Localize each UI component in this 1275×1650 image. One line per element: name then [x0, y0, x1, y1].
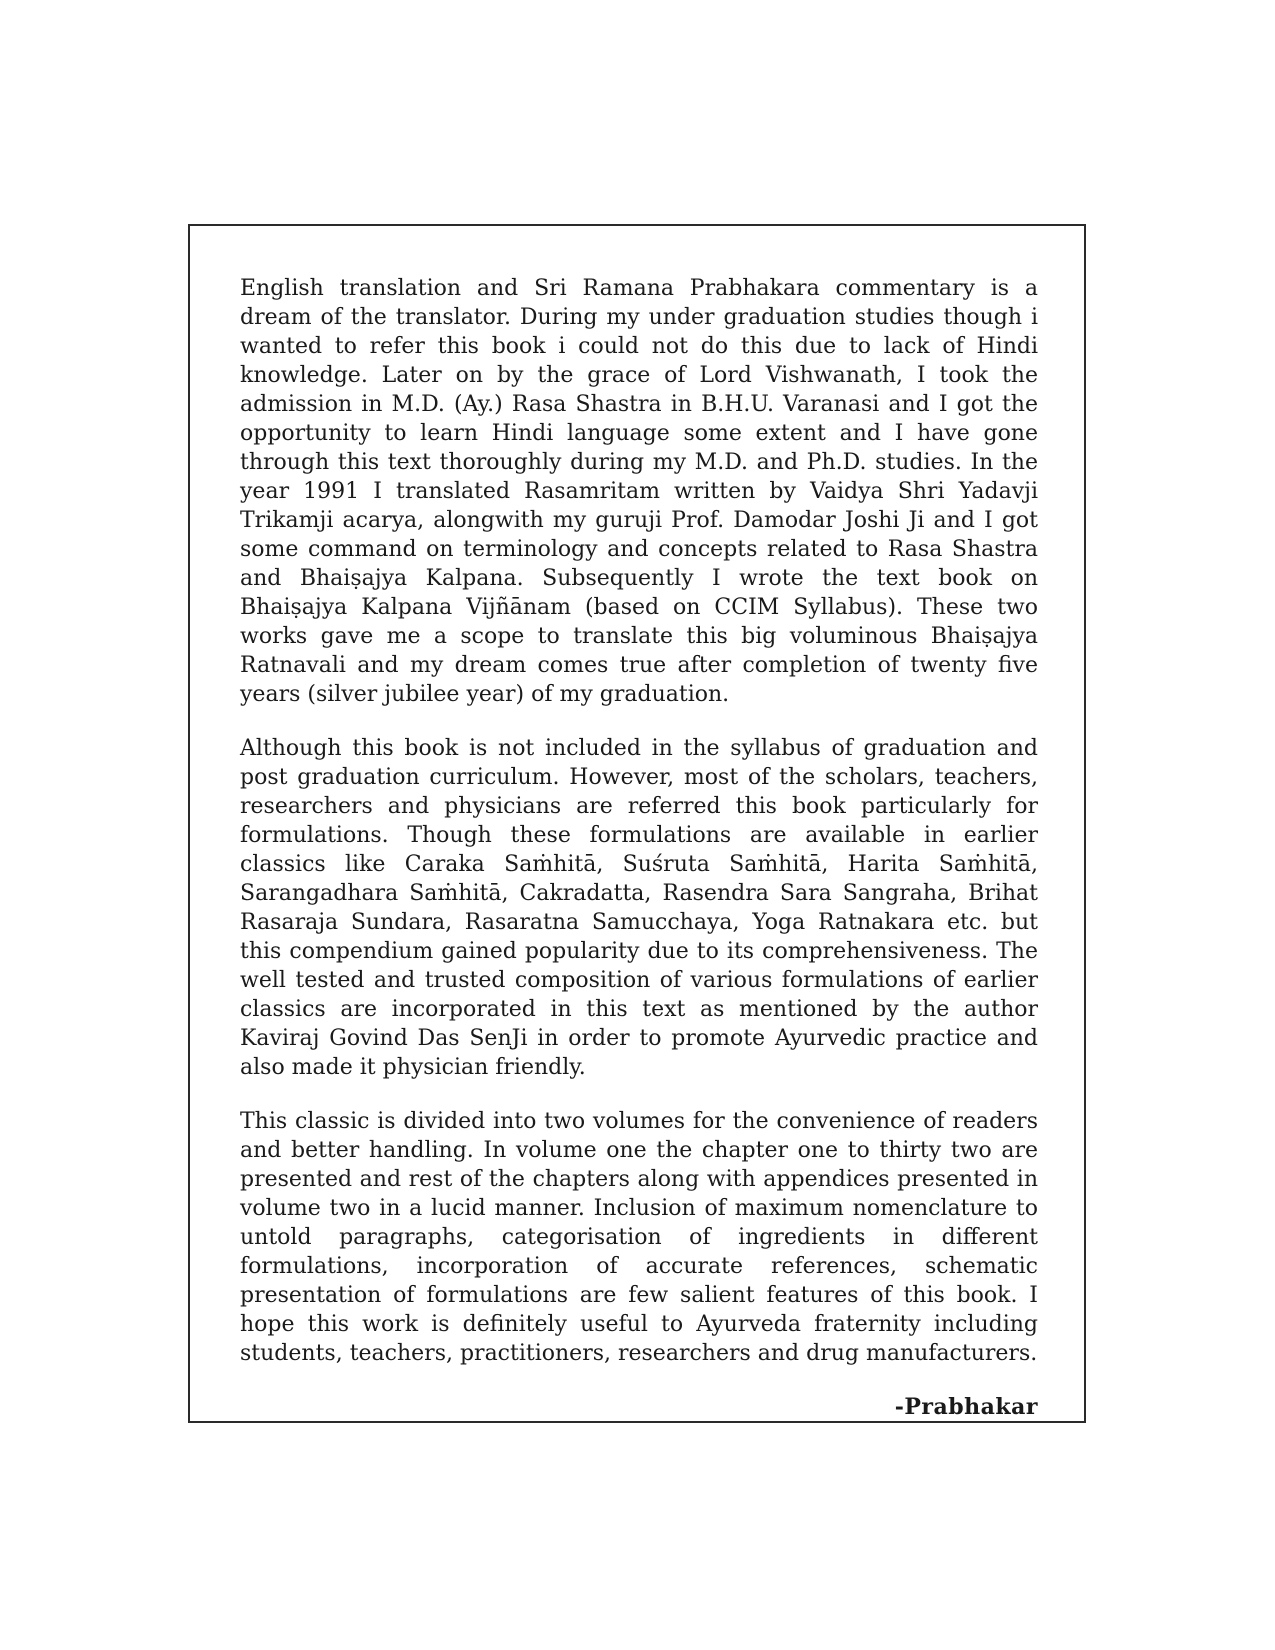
- author-signature: -Prabhakar: [894, 1394, 1038, 1420]
- paragraph-3: This classic is divided into two volumes for the convenience of readers and better handling. In volume one the chapter one to thirty two are presented and rest of the chapters along with appendices presented in volume two in a lucid manner. Inclusion of maximum nomenclature to untold paragraphs, categorisation of ingredients in different formulations, incorporation of accurate references, schematic presentation of formulations are few salient features of this book. I hope this work is definitely useful to Ayurveda fraternity including students, teachers, practitioners, researchers and drug manufacturers.: [240, 1109, 1038, 1366]
- paragraph-2: Although this book is not included in the syllabus of graduation and post graduation curriculum. However, most of the scholars, teachers, researchers and physicians are referred this book particularly for formulations. Though these formulations are available in earlier classics like Caraka Saṁhitā, Suśruta Saṁhitā, Harita Saṁhitā, Sarangadhara Saṁhitā, Cakradatta, Rasendra Sara Sangraha, Brihat Rasaraja Sundara, Rasaratna Samucchaya, Yoga Ratnakara etc. but this compendium gained popularity due to its comprehensiveness. The well tested and trusted composition of various formulations of earlier classics are incorporated in this text as mentioned by the author Kaviraj Govind Das SenJi in order to promote Ayurvedic practice and also made it physician friendly.: [240, 736, 1038, 1080]
- paragraph-1: English translation and Sri Ramana Prabhakara commentary is a dream of the translator. During my under graduation studies though i wanted to refer this book i could not do this due to lack of Hindi knowledge. Later on by the grace of Lord Vishwanath, I took the admission in M.D. (Ay.) Rasa Shastra in B.H.U. Varanasi and I got the opportunity to learn Hindi language some extent and I have gone through this text thoroughly during my M.D. and Ph.D. studies. In the year 1991 I translated Rasamritam written by Vaidya Shri Yadavji Trikamji acarya, alongwith my guruji Prof. Damodar Joshi Ji and I got some command on terminology and concepts related to Rasa Shastra and Bhaiṣajya Kalpana. Subsequently I wrote the text book on Bhaiṣajya Kalpana Vijñānam (based on CCIM Syllabus). These two works gave me a scope to translate this big voluminous Bhaiṣajya Ratnavali and my dream comes true after completion of twenty five years (silver jubilee year) of my graduation.: [240, 276, 1038, 707]
- page-border-frame: [188, 224, 1086, 1423]
- preface-body: [240, 274, 1038, 1422]
